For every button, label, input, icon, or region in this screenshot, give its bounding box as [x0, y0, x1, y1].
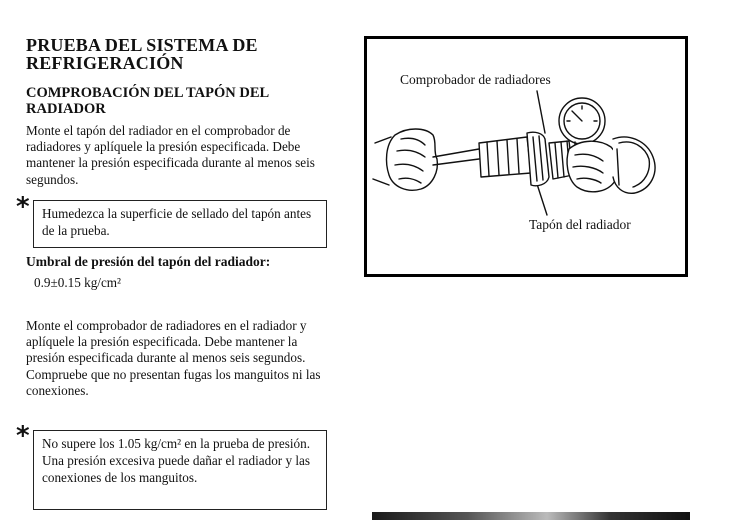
- section-subtitle: COMPROBACIÓN DEL TAPÓN DEL RADIADOR: [26, 85, 269, 117]
- note-text: Humedezca la superficie de sellado del tapón antes de la prueba.: [42, 206, 312, 238]
- spec-value: 0.9±0.15 kg/cm²: [34, 275, 122, 290]
- note-text: No supere los 1.05 kg/cm² en la prueba de presión. Una presión excesiva puede dañar el radiador y las conexiones de los manguitos.: [42, 436, 311, 485]
- note-asterisk-icon: *: [16, 192, 30, 222]
- cropped-figure-edge: [372, 512, 690, 520]
- label-radiator-tester: Comprobador de radiadores: [400, 72, 551, 87]
- figure-radiator-tester: [364, 36, 688, 277]
- section-title: PRUEBA DEL SISTEMA DE REFRIGERACIÓN: [26, 35, 258, 73]
- spec-label: Umbral de presión del tapón del radiador:: [26, 254, 271, 269]
- note-asterisk-icon: *: [16, 421, 30, 451]
- note-box-moisten: [33, 200, 327, 248]
- paragraph-radiator-test: Monte el comprobador de radiadores en el radiador y aplíquele la presión especificada. Debe mantener la presión especificada durante al menos seis segundos. Compruebe que no presentan fugas los manguitos ni las conexiones.: [26, 318, 321, 398]
- paragraph-cap-test: Monte el tapón del radiador en el comprobador de radiadores y aplíquele la presión especificada. Debe mantener la presión especificada durante al menos seis segundos.: [26, 123, 315, 187]
- label-radiator-cap: Tapón del radiador: [529, 217, 631, 232]
- radiator-tester-illustration: [367, 39, 685, 274]
- note-box-pressure-warning: [33, 430, 327, 510]
